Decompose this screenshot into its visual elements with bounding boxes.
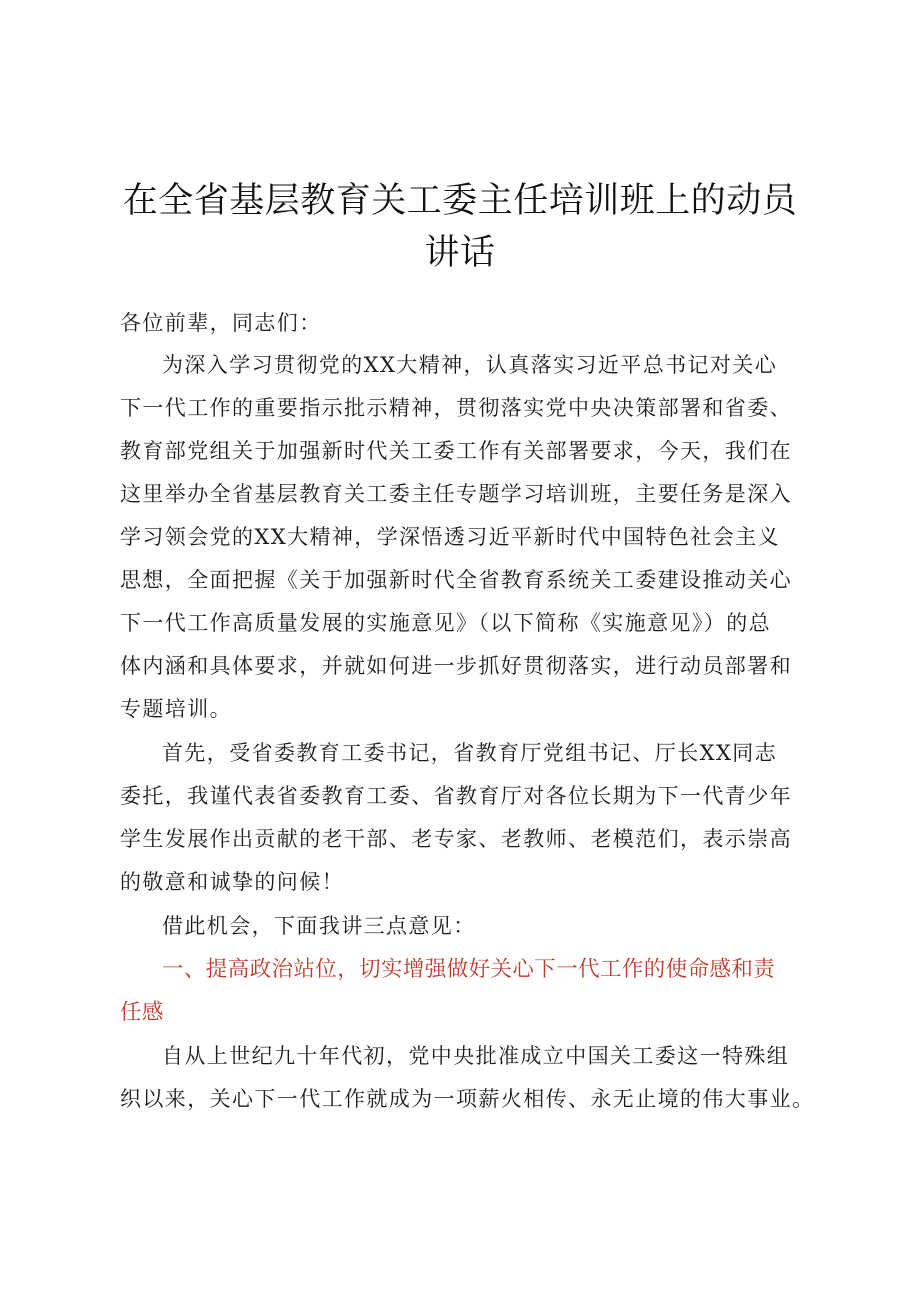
paragraph-1-line: 下一代工作的重要指示批示精神，贯彻落实党中央决策部署和省委、 <box>120 396 792 420</box>
section-1-heading-line: 任感 <box>120 1000 164 1025</box>
paragraph-2-line: 委托，我谨代表省委教育工委、省教育厅对各位长期为下一代青少年 <box>120 784 792 808</box>
paragraph-1-line: 下一代工作高质量发展的实施意见》（以下简称《实施意见》）的总 <box>120 611 771 635</box>
paragraph-2-line: 学生发展作出贡献的老干部、老专家、老教师、老模范们，表示崇高 <box>120 827 792 851</box>
paragraph-3: 借此机会，下面我讲三点意见： <box>162 914 476 938</box>
document-title-line-2: 讲话 <box>424 233 496 273</box>
paragraph-1-line: 思想，全面把握《关于加强新时代全省教育系统关工委建设推动关心 <box>120 568 792 592</box>
paragraph-2-line: 的敬意和诚挚的问候！ <box>120 870 344 894</box>
paragraph-1-line: 这里举办全省基层教育关工委主任专题学习培训班，主要任务是深入 <box>120 482 792 506</box>
paragraph-1-line: 教育部党组关于加强新时代关工委工作有关部署要求，今天，我们在 <box>120 439 792 463</box>
paragraph-1-line: 专题培训。 <box>120 697 232 721</box>
paragraph-1-line: 为深入学习贯彻党的XX大精神，认真落实习近平总书记对关心 <box>162 353 778 377</box>
paragraph-1-line: 学习领会党的XX大精神，学深悟透习近平新时代中国特色社会主义 <box>120 525 780 549</box>
paragraph-1-line: 体内涵和具体要求，并就如何进一步抓好贯彻落实，进行动员部署和 <box>120 654 792 678</box>
paragraph-4-line: 自从上世纪九十年代初，党中央批准成立中国关工委这一特殊组 <box>162 1044 790 1068</box>
paragraph-2-line: 首先，受省委教育工委书记，省教育厅党组书记、厅长XX同志 <box>162 741 778 765</box>
document-title-line-1: 在全省基层教育关工委主任培训班上的动员 <box>122 181 798 221</box>
section-1-heading-line: 一、提高政治站位，切实增强做好关心下一代工作的使命感和责 <box>162 957 776 982</box>
salutation: 各位前辈，同志们： <box>120 311 322 335</box>
paragraph-4-line: 织以来，关心下一代工作就成为一项薪火相传、永无止境的伟大事业。 <box>120 1087 815 1111</box>
